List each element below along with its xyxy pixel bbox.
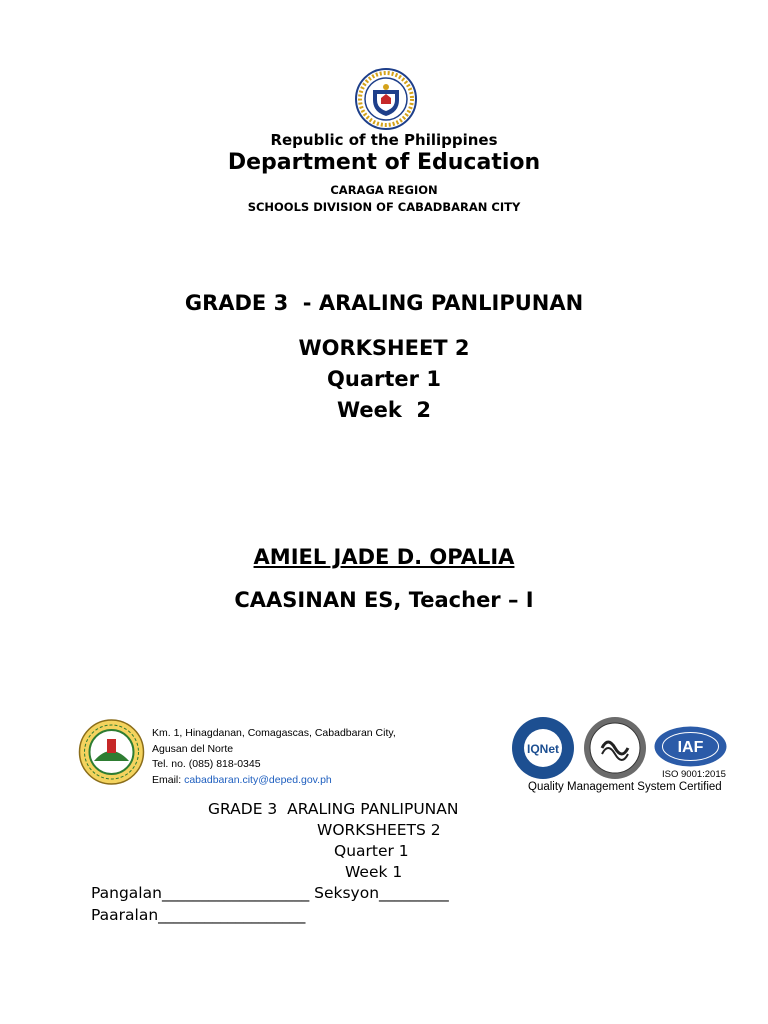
iqnet-certified-logo: [509, 716, 577, 780]
email-line: [152, 773, 396, 789]
worksheet-number-line: WORKSHEETS 2: [317, 821, 441, 839]
qms-certified-label: Quality Management System Certified: [528, 781, 722, 793]
division-line: SCHOOLS DIVISION OF CABADBARAN CITY: [247, 200, 521, 214]
school-division-address: [152, 726, 396, 788]
email-label: Email:: [152, 773, 185, 786]
republic-line: Republic of the Philippines: [270, 131, 498, 149]
department-title: Department of Education: [227, 150, 541, 175]
iqnet-text: IQNet: [526, 742, 560, 756]
worksheet-number: WORKSHEET 2: [298, 336, 470, 360]
iso-label: ISO 9001:2015: [662, 769, 726, 780]
author-position: CAASINAN ES, Teacher – I: [234, 588, 534, 612]
worksheet-quarter: Quarter 1: [334, 842, 409, 860]
grade-subject-title: GRADE 3 - ARALING PANLIPUNAN: [184, 291, 584, 315]
author-name: [0, 545, 768, 569]
email-link[interactable]: cabadbaran.city@deped.gov.ph: [184, 773, 332, 786]
name-section-field-line[interactable]: Pangalan___________________ Seksyon_________: [91, 884, 449, 902]
certification-body-logo: [580, 716, 650, 780]
quarter-label: Quarter 1: [327, 367, 441, 391]
address-line-3: Tel. no. (085) 818-0345: [152, 758, 261, 770]
worksheet-grade-subject: GRADE 3 ARALING PANLIPUNAN: [208, 800, 459, 818]
address-line-1: Km. 1, Hinagdanan, Comagascas, Cabadbaran City,: [152, 727, 396, 739]
iaf-text: IAF: [677, 739, 704, 756]
author-name-text: AMIEL JADE D. OPALIA: [253, 545, 515, 569]
deped-seal-logo: [351, 68, 421, 130]
iaf-logo: [654, 726, 727, 767]
week-label: Week 2: [336, 398, 432, 422]
cabadbaran-city-seal-logo: [72, 719, 151, 785]
region-line: CARAGA REGION: [330, 183, 438, 197]
address-line-2: Agusan del Norte: [152, 742, 234, 755]
worksheet-week: Week 1: [345, 863, 403, 881]
school-field-line[interactable]: Paaralan___________________: [91, 906, 306, 924]
